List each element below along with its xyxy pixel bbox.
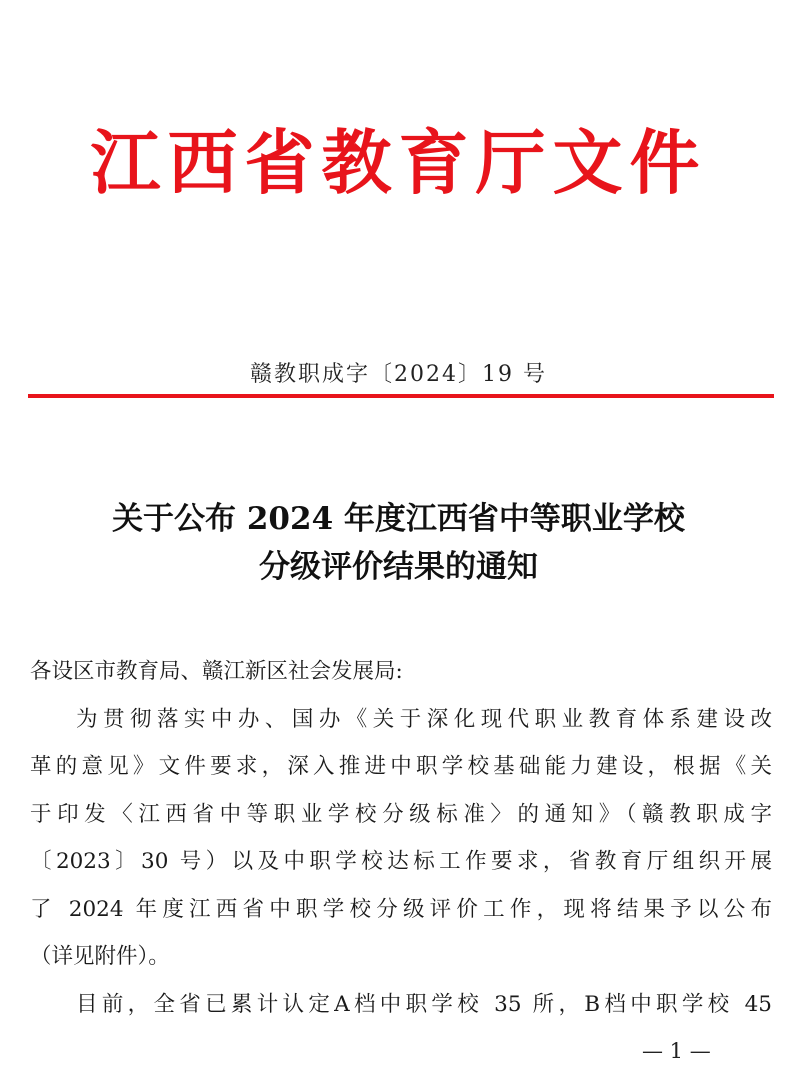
red-divider-rule (28, 394, 774, 398)
paragraph-1-line-3: 于印发〈江西省中等职业学校分级标准〉的通知》（赣教职成字 (30, 801, 772, 827)
paragraph-1-line-2: 革的意见》文件要求，深入推进中职学校基础能力建设，根据《关 (30, 754, 772, 779)
paragraph-2-line-1: 目前，全省已累计认定A档中职学校 35 所，B档中职学校 45 (76, 991, 772, 1017)
notice-title (0, 495, 797, 591)
paragraph-1-line-6: （详见附件）。 (30, 944, 170, 969)
masthead-title: 江西省教育厅文件 (90, 121, 707, 204)
notice-title-line-2: 分级评价结果的通知 (259, 549, 538, 585)
document-number: 赣教职成字〔2024〕19 号 (250, 362, 547, 387)
salutation: 各设区市教育局、赣江新区社会发展局: (30, 659, 403, 684)
page-number: — 1 — (642, 1039, 711, 1063)
paragraph-1-line-4: 〔2023〕30 号）以及中职学校达标工作要求，省教育厅组织开展 (30, 849, 772, 874)
notice-body (30, 648, 772, 1028)
paragraph-1-line-5: 了 2024 年度江西省中职学校分级评价工作，现将结果予以公布 (30, 896, 772, 922)
paragraph-1-line-1: 为贯彻落实中办、国办《关于深化现代职业教育体系建设改 (76, 706, 772, 732)
notice-title-line-1: 关于公布 2024 年度江西省中等职业学校 (112, 501, 685, 537)
